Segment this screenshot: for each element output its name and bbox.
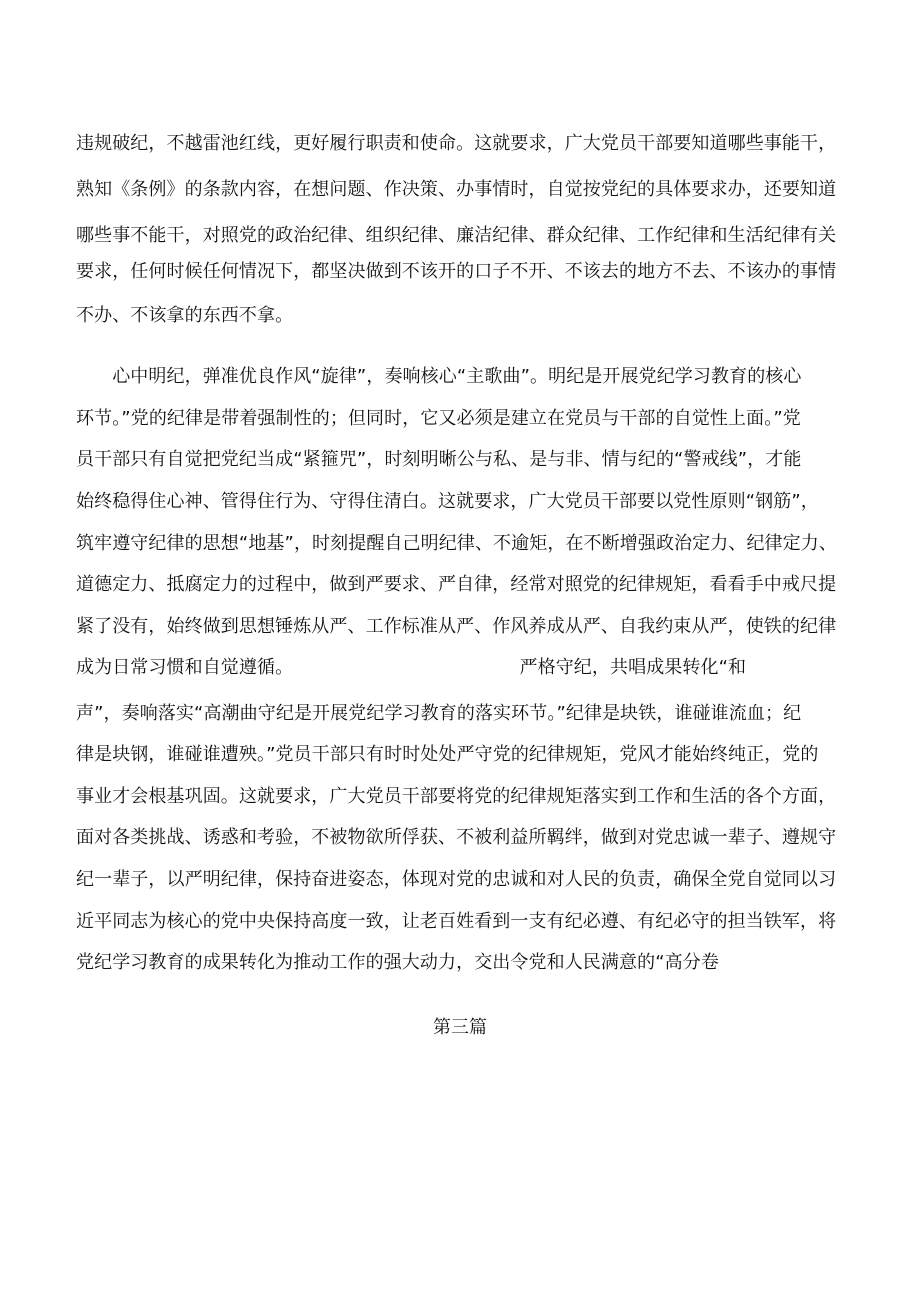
text-line: 道德定力、抵腐定力的过程中，做到严要求、严自律，经常对照党的纪律规矩，看看手中戒尺提 [76, 574, 837, 595]
text-line: 要求，任何时候任何情况下，都坚决做到不该开的口子不开、不该去的地方不去、不该办的事情 [76, 261, 837, 282]
text-line: 员干部只有自觉把党纪当成“紧箍咒”，时刻明晰公与私、是与非、情与纪的“警戒线”，才能 [76, 449, 802, 470]
text-line: 违规破纪，不越雷池红线，更好履行职责和使命。这就要求，广大党员干部要知道哪些事能干， [76, 133, 837, 154]
text-line: 不办、不该拿的东西不拿。 [76, 305, 294, 326]
text-line: 始终稳得住心神、管得住行为、守得住清白。这就要求，广大党员干部要以党性原则“钢筋”， [76, 491, 819, 512]
text-line: 党纪学习教育的成果转化为推动工作的强大动力，交出令党和人民满意的“高分卷 [76, 952, 719, 973]
text-line: 纪一辈子，以严明纪律，保持奋进姿态，体现对党的忠诚和对人民的负责，确保全党自觉同以习 [76, 869, 837, 890]
text-line: 近平同志为核心的党中央保持高度一致，让老百姓看到一支有纪必遵、有纪必守的担当铁军，将 [76, 911, 837, 932]
text-line: 紧了没有，始终做到思想锤炼从严、工作标准从严、作风养成从严、自我约束从严，使铁的纪律 [76, 616, 837, 637]
text-line: 环节。”党的纪律是带着强制性的；但同时，它又必须是建立在党员与干部的自觉性上面。”党 [76, 408, 801, 429]
text-line: 熟知《条例》的条款内容，在想问题、作决策、办事情时，自觉按党纪的具体要求办，还要知道 [76, 179, 837, 200]
text-line: 成为日常习惯和自觉遵循。 严格守纪，共唱成果转化“和 [76, 657, 747, 678]
text-line: 事业才会根基巩固。这就要求，广大党员干部要将党的纪律规矩落实到工作和生活的各个方面， [76, 786, 837, 807]
text-line: 面对各类挑战、诱惑和考验，不被物欲所俘获、不被利益所羁绊，做到对党忠诚一辈子、遵规守 [76, 827, 837, 848]
text-line: 律是块钢，谁碰谁遭殃。”党员干部只有时时处处严守党的纪律规矩，党风才能始终纯正，党的 [76, 744, 819, 765]
text-line: 心中明纪，弹准优良作风“旋律”，奏响核心“主歌曲”。明纪是开展党纪学习教育的核心 [76, 366, 802, 387]
text-line: 哪些事不能干，对照党的政治纪律、组织纪律、廉洁纪律、群众纪律、工作纪律和生活纪律有关 [76, 225, 837, 246]
section-heading: 第三篇 [433, 1017, 487, 1038]
text-line: 声”，奏响落实“高潮曲守纪是开展党纪学习教育的落实环节。”纪律是块铁，谁碰谁流血；纪 [76, 703, 802, 724]
text-line: 筑牢遵守纪律的思想“地基”，时刻提醒自己明纪律、不逾矩，在不断增强政治定力、纪律定力、 [76, 533, 837, 554]
